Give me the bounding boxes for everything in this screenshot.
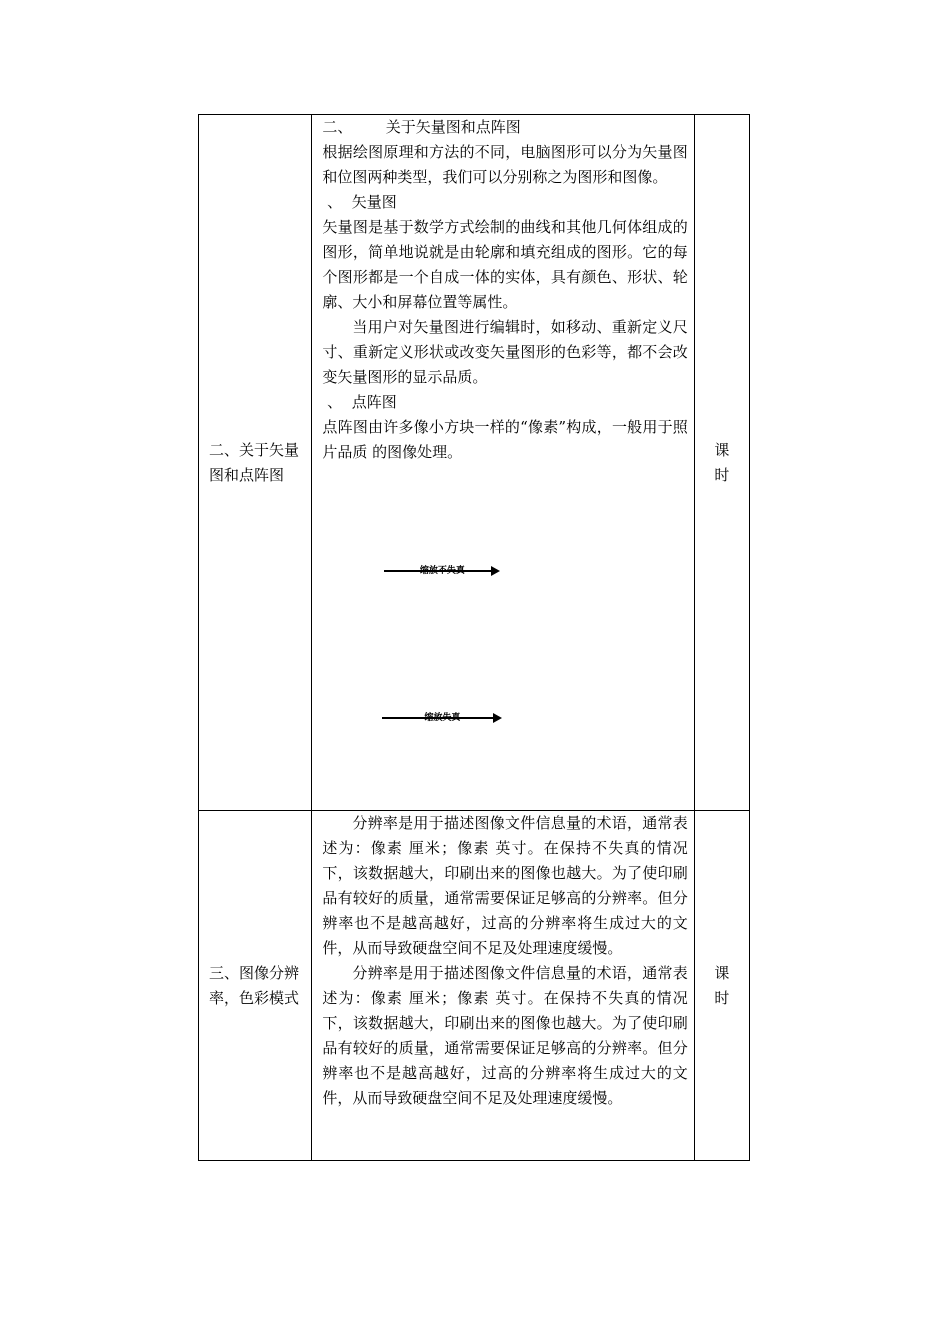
- vector-subheading: 、 矢量图: [322, 193, 397, 211]
- section-title: 二、关于矢量图和点阵图: [209, 440, 300, 484]
- hours-cell: [694, 115, 749, 811]
- section-title: 三、图像分辨率，色彩模式: [209, 963, 300, 1007]
- section-title-cell: [199, 115, 312, 811]
- section-content-cell: [312, 811, 694, 1161]
- section-heading: 二、 关于矢量图和点阵图: [322, 118, 521, 136]
- vector-paragraph: 矢量图是基于数学方式绘制的曲线和其他几何体组成的图形，简单地说就是由轮廓和填充组成的图形。它的每个图形都是一个自成一体的实体，具有颜色、形状、轮廓、大小和屏幕位置等属性。: [322, 218, 688, 311]
- section-content-cell: [312, 115, 694, 811]
- hours-label: 课时: [714, 963, 730, 1007]
- resolution-paragraph-repeat: 分辨率是用于描述图像文件信息量的术语，通常表述为：像素 厘米；像素 英寸。在保持不失真的情况下，该数据越大，印刷出来的图像也越大。为了使印刷品有较好的质量，通常需要保证足够高的分辨率。但分辨率也不是越高越好，过高的分辨率将生成过大的文件，从而导致硬盘空间不足及处理速度缓慢。: [322, 964, 688, 1107]
- arrow-scale-lossless: [384, 565, 500, 577]
- section-title-cell: [199, 811, 312, 1161]
- hours-cell: [694, 811, 749, 1161]
- bitmap-subheading: 、 点阵图: [322, 393, 397, 411]
- table-row: [199, 115, 750, 811]
- hours-label: 课时: [714, 440, 730, 484]
- table-row: [199, 811, 750, 1161]
- vector-edit-paragraph: 当用户对矢量图进行编辑时，如移动、重新定义尺寸、重新定义形状或改变矢量图形的色彩等，都不会改变矢量图形的显示品质。: [322, 318, 688, 386]
- bitmap-paragraph: 点阵图由许多像小方块一样的“像素”构成，一般用于照片品质 的图像处理。: [322, 418, 688, 461]
- arrow-scale-lossy: [382, 712, 502, 724]
- intro-paragraph: 根据绘图原理和方法的不同，电脑图形可以分为矢量图和位图两种类型，我们可以分别称之为图形和图像。: [322, 143, 688, 186]
- scaling-diagram: [322, 465, 687, 795]
- arrow-label: 缩放不失真: [419, 566, 465, 576]
- lesson-plan-table: [198, 114, 750, 1161]
- arrow-label: 缩放失真: [424, 713, 461, 723]
- resolution-paragraph: 分辨率是用于描述图像文件信息量的术语，通常表述为：像素 厘米；像素 英寸。在保持不失真的情况下，该数据越大，印刷出来的图像也越大。为了使印刷品有较好的质量，通常需要保证足够高的分辨率。但分辨率也不是越高越好，过高的分辨率将生成过大的文件，从而导致硬盘空间不足及处理速度缓慢。: [322, 814, 688, 957]
